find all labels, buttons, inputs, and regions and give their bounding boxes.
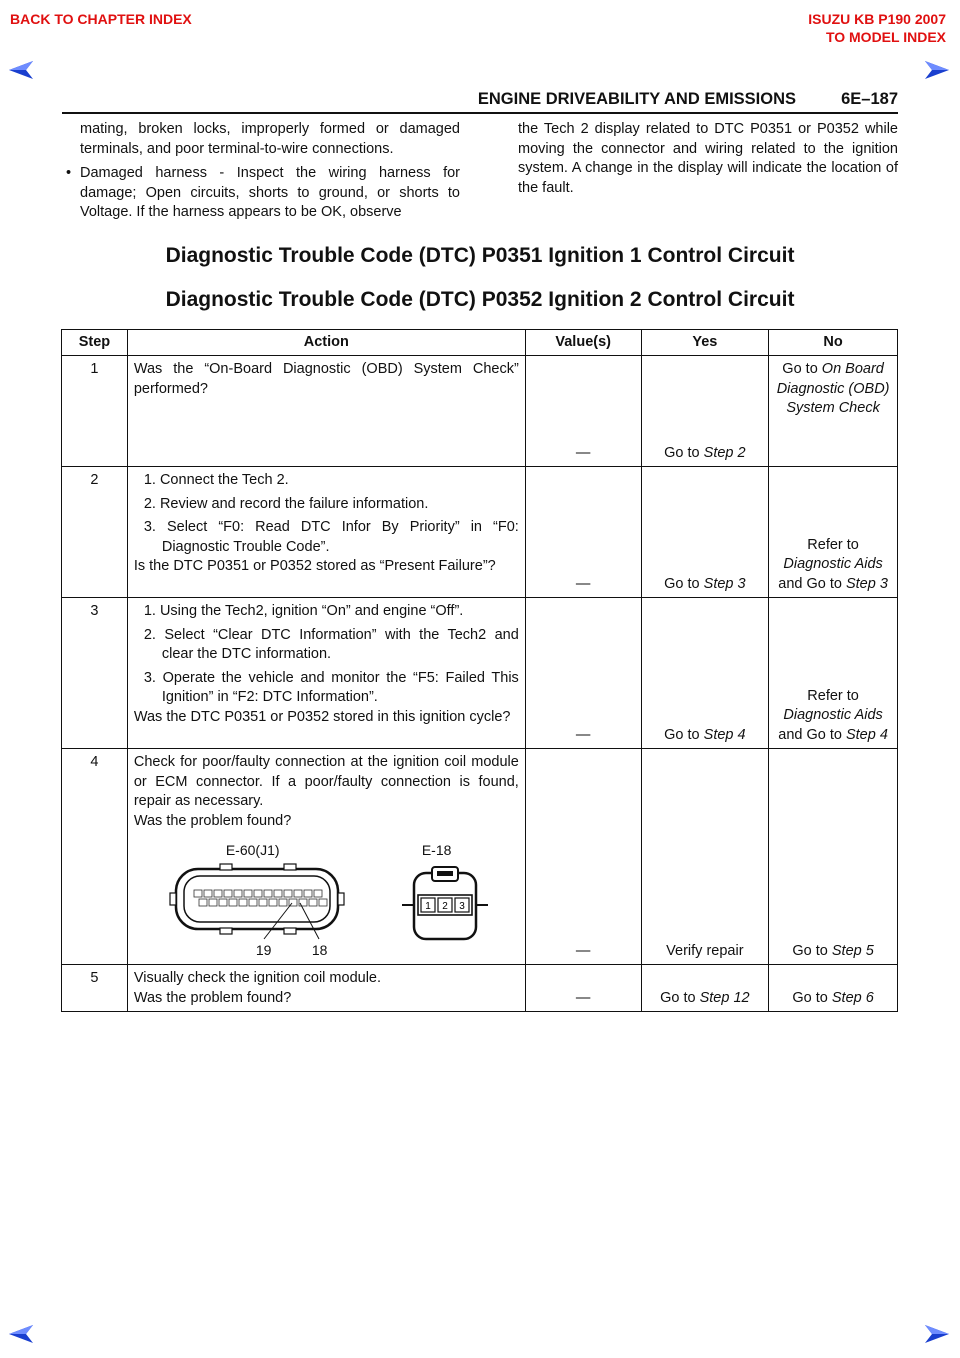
table-header-row — [62, 330, 898, 356]
header-no: No — [769, 330, 898, 356]
no-step-link[interactable]: Step 6 — [831, 989, 874, 1006]
connector-label-e18: E-18 — [421, 842, 452, 858]
prev-page-arrow-icon[interactable] — [8, 60, 34, 80]
header-values: Value(s) — [525, 330, 641, 356]
yes-step-link[interactable]: Step 4 — [703, 726, 746, 743]
yes-cell: Go to Step 3 — [641, 467, 769, 598]
pin-19-label: 19 — [255, 942, 272, 958]
connector-pin — [269, 899, 277, 906]
list-item: 3. Select “F0: Read DTC Infor By Priority” in “F0: Diagnostic Trouble Code”. — [143, 519, 519, 555]
back-to-chapter-index-link[interactable]: BACK TO CHAPTER INDEX — [10, 11, 192, 27]
connector-pin — [254, 890, 262, 897]
to-model-index-label: TO MODEL INDEX — [825, 29, 946, 45]
connector-pin — [319, 899, 327, 906]
connector-pin — [299, 899, 307, 906]
connector-pin — [224, 890, 232, 897]
no-cell: Refer to Diagnostic Aids and Go to Step 3 — [769, 467, 898, 598]
diagnostic-aids-link[interactable]: Diagnostic Aids — [783, 556, 883, 572]
list-item: 1. Connect the Tech 2. — [143, 472, 289, 488]
no-step-link[interactable]: Step 5 — [831, 942, 874, 959]
question-text: Was the problem found? — [133, 812, 292, 829]
action-instruction: Check for poor/faulty connection at the ignition coil module or ECM connector. If a poor/faulty connection is found, repair as necessary. — [133, 754, 519, 809]
intro-right-column: the Tech 2 display related to DTC P0351 or P0352 while moving the connector and wiring related to the ignition system. A change in the display will indicate the location of the fault. — [518, 121, 898, 196]
list-item: 1. Using the Tech2, ignition “On” and engine “Off”. — [143, 603, 464, 619]
connector-pin — [199, 899, 207, 906]
table-row — [62, 598, 898, 749]
section-title-p0352: Diagnostic Trouble Code (DTC) P0352 Ignition 2 Control Circuit — [165, 288, 795, 311]
action-text — [127, 965, 525, 1012]
list-item: 2. Review and record the failure information. — [143, 495, 429, 512]
intro-bullet: • Damaged harness - Inspect the wiring harness for damage; Open circuits, shorts to ground, or shorts to Voltage. If the harness appears to be OK, observe — [62, 164, 460, 223]
connector-pin — [274, 890, 282, 897]
value-cell: — — [525, 749, 641, 965]
header-yes: Yes — [641, 330, 769, 356]
connector-pin — [249, 899, 257, 906]
connector-pin — [204, 890, 212, 897]
next-page-arrow-icon[interactable] — [924, 60, 950, 80]
no-cell: Go to Step 6 — [769, 965, 898, 1012]
question-text: Was the DTC P0351 or P0352 stored in this ignition cycle? — [133, 708, 511, 725]
connector-pin — [294, 890, 302, 897]
connector-pin — [214, 890, 222, 897]
model-index-link[interactable] — [808, 10, 946, 46]
table-row — [62, 749, 898, 965]
pin-18-label: 18 — [311, 942, 328, 958]
connector-pin — [229, 899, 237, 906]
diagnostic-aids-link[interactable]: Diagnostic Aids — [783, 707, 883, 723]
action-text — [127, 749, 525, 965]
connector-pin — [239, 899, 247, 906]
connector-pin — [259, 899, 267, 906]
list-item: 2. Select “Clear DTC Information” with the Tech2 and clear the DTC information. — [143, 626, 519, 662]
yes-cell: Verify repair — [641, 749, 769, 965]
connector-pin — [209, 899, 217, 906]
no-step-link[interactable]: Step 4 — [845, 726, 888, 743]
connector-pin — [304, 890, 312, 897]
action-text — [127, 598, 525, 749]
connector-pin — [284, 890, 292, 897]
header-step: Step — [62, 330, 128, 356]
intro-left-column — [62, 120, 460, 223]
value-cell: — — [525, 467, 641, 598]
yes-step-link[interactable]: Step 2 — [703, 444, 746, 461]
step-number: 1 — [62, 356, 128, 467]
page-header — [62, 86, 898, 114]
pin-label: 2 — [442, 901, 448, 912]
question-text: Was the problem found? — [133, 989, 292, 1006]
table-row — [62, 467, 898, 598]
no-step-link[interactable]: Step 3 — [845, 575, 888, 592]
table-row — [62, 356, 898, 467]
pin-label: 3 — [459, 901, 465, 912]
pin-label: 1 — [425, 901, 431, 912]
action-instruction: Visually check the ignition coil module. — [133, 970, 382, 986]
connector-pin — [244, 890, 252, 897]
connector-pin — [264, 890, 272, 897]
connector-pin — [234, 890, 242, 897]
action-text — [127, 467, 525, 598]
yes-cell: Go to Step 12 — [641, 965, 769, 1012]
value-cell: — — [525, 965, 641, 1012]
step-number: 5 — [62, 965, 128, 1012]
no-obd-link[interactable]: On Board Diagnostic (OBD) System Check — [776, 361, 890, 416]
value-cell: — — [525, 356, 641, 467]
connector-pin — [279, 899, 287, 906]
yes-cell: Go to Step 2 — [641, 356, 769, 467]
connector-diagram — [134, 841, 514, 961]
no-cell: Go to Step 5 — [769, 749, 898, 965]
step-number: 3 — [62, 598, 128, 749]
no-cell: Go to On Board Diagnostic (OBD) System Check — [769, 356, 898, 467]
header-action: Action — [127, 330, 525, 356]
model-title: ISUZU KB P190 2007 — [808, 11, 946, 27]
connector-label-e60: E-60(J1) — [225, 842, 280, 858]
no-cell: Refer to Diagnostic Aids and Go to Step 4 — [769, 598, 898, 749]
step-number: 4 — [62, 749, 128, 965]
prev-page-arrow-icon[interactable] — [8, 1324, 34, 1344]
yes-cell: Go to Step 4 — [641, 598, 769, 749]
section-title-p0351: Diagnostic Trouble Code (DTC) P0351 Ignition 1 Control Circuit — [165, 244, 795, 267]
question-text: Is the DTC P0351 or P0352 stored as “Present Failure”? — [133, 558, 496, 574]
yes-step-link[interactable]: Step 3 — [703, 575, 746, 592]
connector-pin — [219, 899, 227, 906]
action-text: Was the “On-Board Diagnostic (OBD) System Check” performed? — [127, 356, 525, 467]
page-number: 6E–187 — [841, 90, 898, 108]
connector-drawing — [134, 859, 514, 949]
table-row — [62, 965, 898, 1012]
intro-continuation: mating, broken locks, improperly formed or damaged terminals, and poor terminal-to-wire connections. — [80, 121, 460, 157]
connector-pin — [194, 890, 202, 897]
connector-pin — [314, 890, 322, 897]
connector-pin — [309, 899, 317, 906]
next-page-arrow-icon[interactable] — [924, 1324, 950, 1344]
list-item: 3. Operate the vehicle and monitor the “F5: Failed This Ignition” in “F2: DTC Information”. — [143, 669, 519, 705]
yes-step-link[interactable]: Step 12 — [699, 989, 750, 1006]
diagnostic-table — [61, 329, 898, 1012]
header-title: ENGINE DRIVEABILITY AND EMISSIONS — [477, 90, 796, 108]
value-cell: — — [525, 598, 641, 749]
step-number: 2 — [62, 467, 128, 598]
